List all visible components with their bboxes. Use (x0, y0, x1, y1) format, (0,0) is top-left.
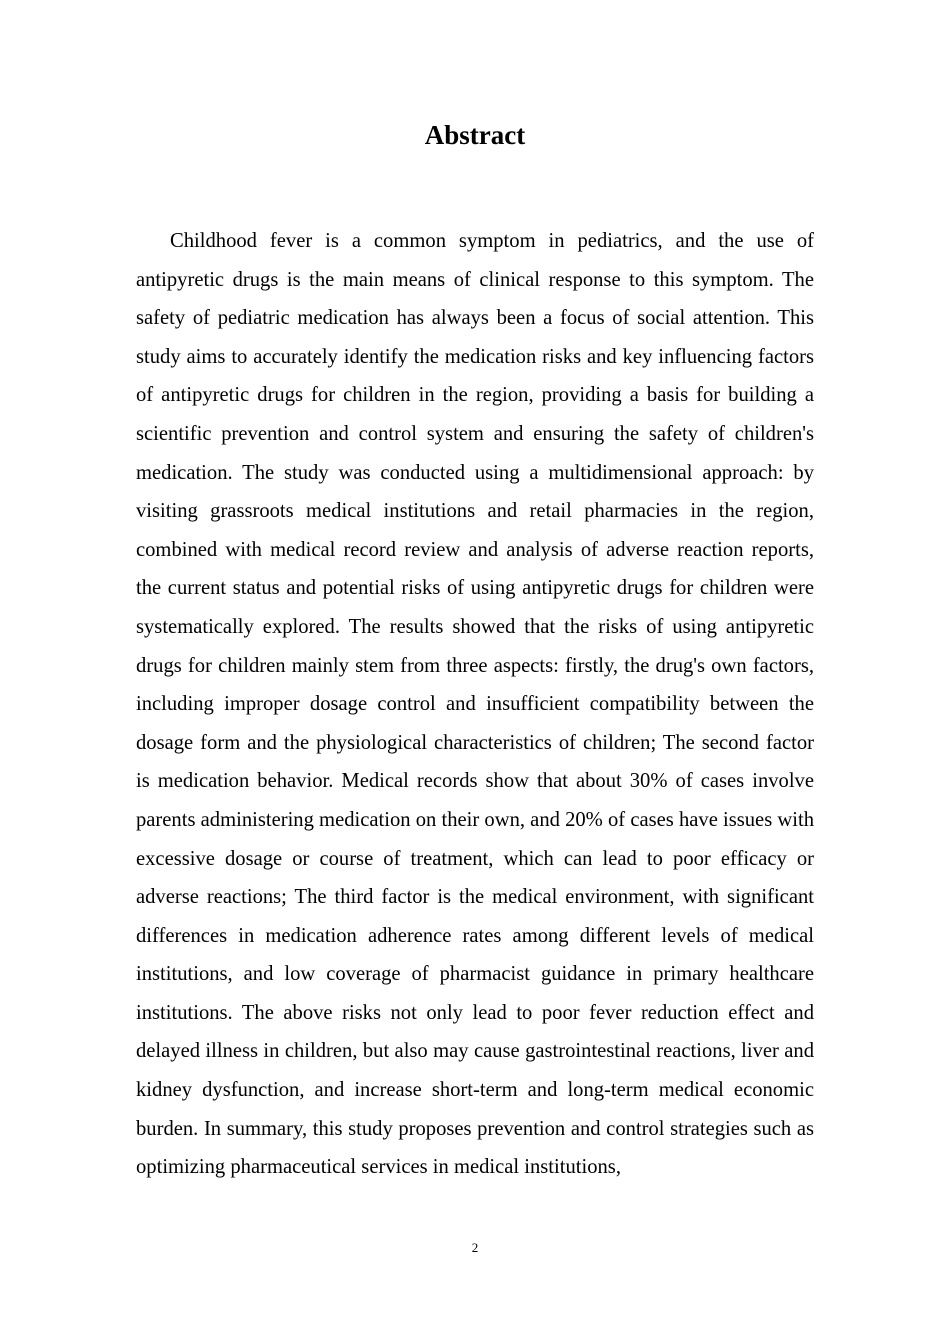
page-number: 2 (471, 1240, 479, 1255)
abstract-title: Abstract (424, 120, 526, 150)
abstract-body: Childhood fever is a common symptom in pediatrics, and the use of antipyretic drugs is the main means of clinical response to this symptom. The safety of pediatric medication has always been a focus of social attention. This study aims to accurately identify the medication risks and key influencing factors of antipyretic drugs for children in the region, providing a basis for building a scientific prevention and control system and ensuring the safety of children's medication. The study was conducted using a multidimensional approach: by visiting grassroots medical institutions and retail pharmacies in the region, combined with medical record review and analysis of adverse reaction reports, the current status and potential risks of using antipyretic drugs for children were systematically explored. The results showed that the risks of using antipyretic drugs for children mainly stem from three aspects: firstly, the drug's own factors, including improper dosage control and insufficient compatibility between the dosage form and the physiological characteristics of children; The second factor is medication behavior. Medical records show that about 30% of cases involve parents administering medication on their own, and 20% of cases have issues with excessive dosage or course of treatment, which can lead to poor efficacy or adverse reactions; The third factor is the medical environment, with significant differences in medication adherence rates among different levels of medical institutions, and low coverage of pharmacist guidance in primary healthcare institutions. The above risks not only lead to poor fever reduction effect and delayed illness in children, but also may cause gastrointestinal reactions, liver and kidney dysfunction, and increase short-term and long-term medical economic burden. In summary, this study proposes prevention and control strategies such as optimizing pharmaceutical services in medical institutions, (136, 230, 814, 1179)
